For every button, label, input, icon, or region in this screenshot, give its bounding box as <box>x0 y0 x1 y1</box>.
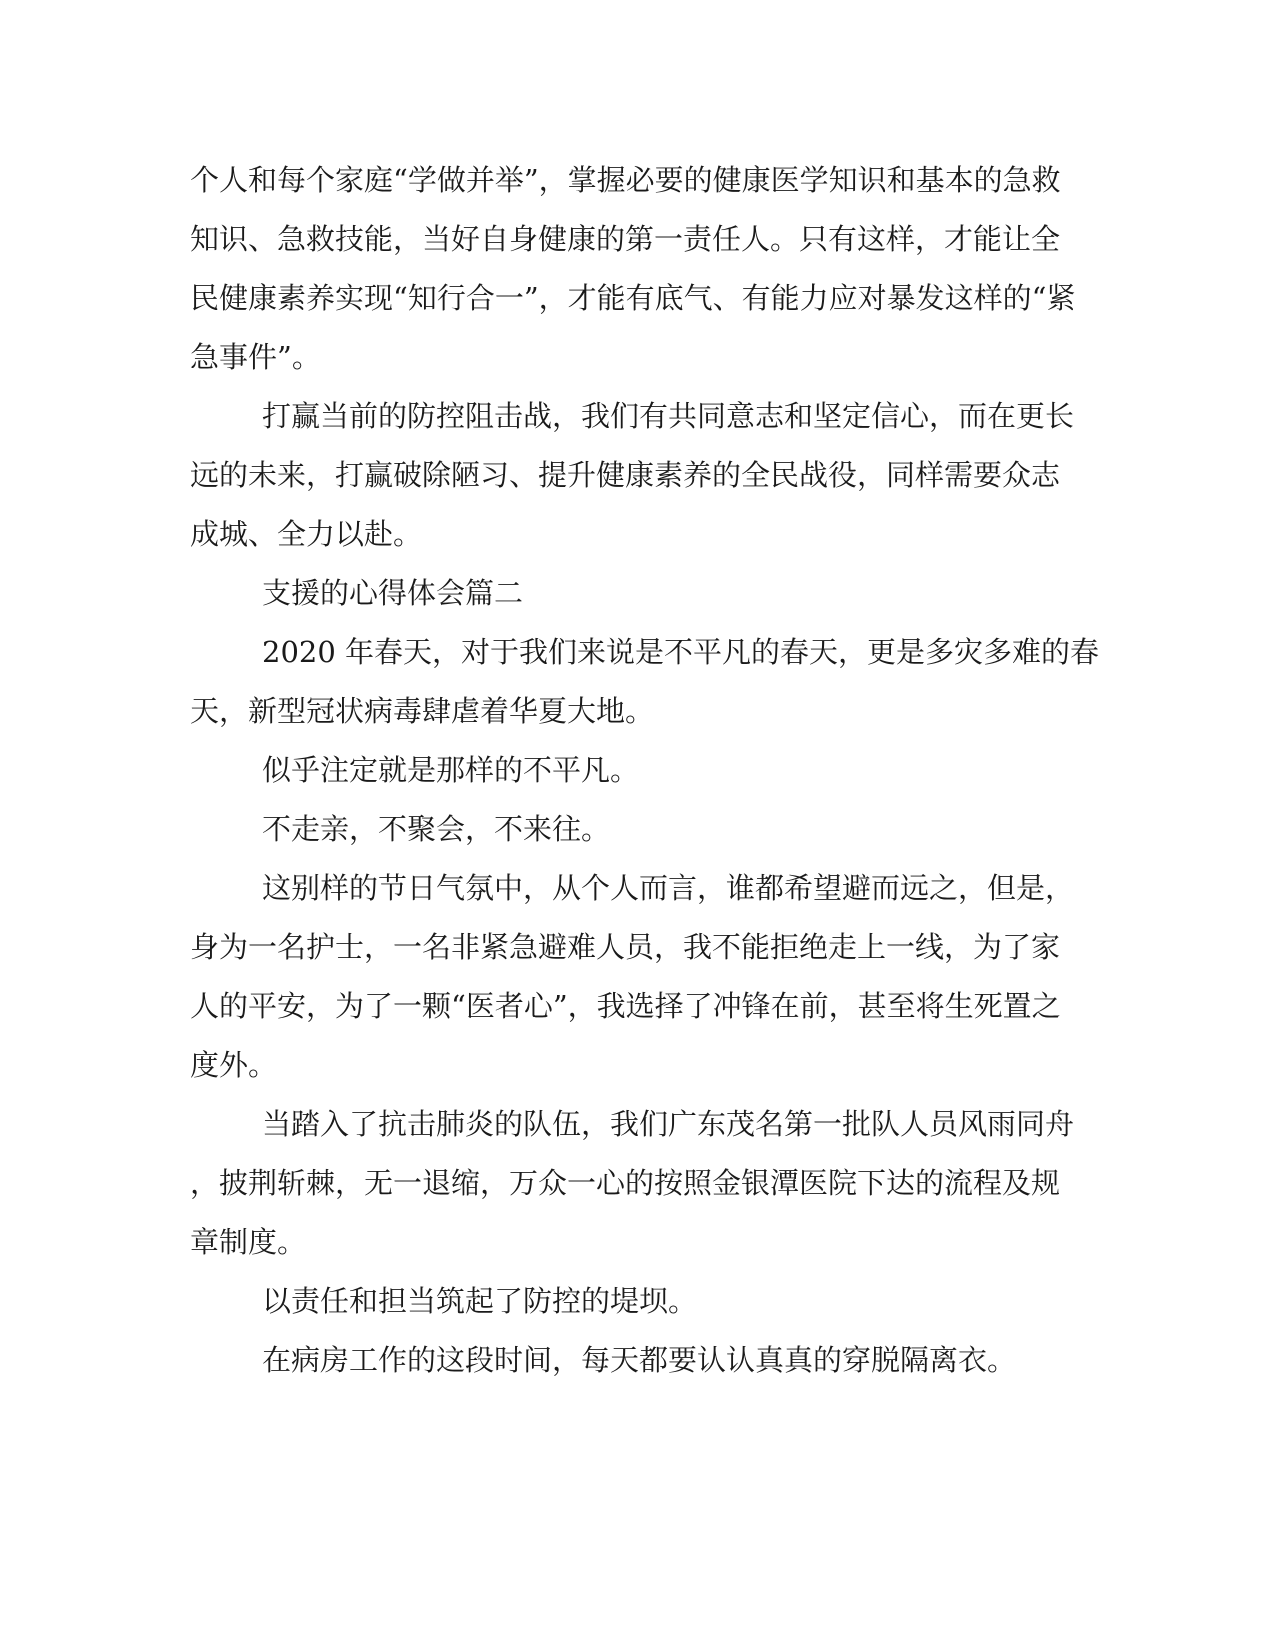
text-line-10: 天，新型冠状病毒肆虐着华夏大地。 <box>190 694 655 728</box>
text-line-5: 打赢当前的防控阻击战，我们有共同意志和坚定信心，而在更长 <box>262 399 1075 433</box>
text-line-11: 似乎注定就是那样的不平凡。 <box>262 753 640 787</box>
text-line-13: 这别样的节日气氛中，从个人而言，谁都希望避而远之，但是， <box>262 871 1075 905</box>
text-line-12: 不走亲，不聚会，不来往。 <box>262 812 611 846</box>
text-line-19: 章制度。 <box>190 1225 307 1259</box>
text-line-16: 度外。 <box>190 1048 278 1082</box>
text-line-1: 个人和每个家庭“学做并举”，掌握必要的健康医学知识和基本的急救 <box>190 163 1061 197</box>
text-line-2: 知识、急救技能，当好自身健康的第一责任人。只有这样，才能让全 <box>190 222 1061 256</box>
text-line-9: 2020 年春天，对于我们来说是不平凡的春天，更是多灾多难的春 <box>262 635 1100 669</box>
text-line-6: 远的未来，打赢破除陋习、提升健康素养的全民战役，同样需要众志 <box>190 458 1061 492</box>
text-line-17: 当踏入了抗击肺炎的队伍，我们广东茂名第一批队人员风雨同舟 <box>262 1107 1075 1141</box>
text-line-4: 急事件”。 <box>190 340 321 374</box>
text-line-20: 以责任和担当筑起了防控的堤坝。 <box>262 1284 698 1318</box>
text-line-7: 成城、全力以赴。 <box>190 517 423 551</box>
text-line-3: 民健康素养实现“知行合一”，才能有底气、有能力应对暴发这样的“紧 <box>190 281 1076 315</box>
text-line-14: 身为一名护士，一名非紧急避难人员，我不能拒绝走上一线，为了家 <box>190 930 1061 964</box>
text-line-18: ，披荆斩棘，无一退缩，万众一心的按照金银潭医院下达的流程及规 <box>190 1166 1061 1200</box>
text-line-15: 人的平安，为了一颗“医者心”，我选择了冲锋在前，甚至将生死置之 <box>190 989 1061 1023</box>
text-line-21: 在病房工作的这段时间，每天都要认认真真的穿脱隔离衣。 <box>262 1343 1017 1377</box>
section-heading: 支援的心得体会篇二 <box>262 576 524 610</box>
